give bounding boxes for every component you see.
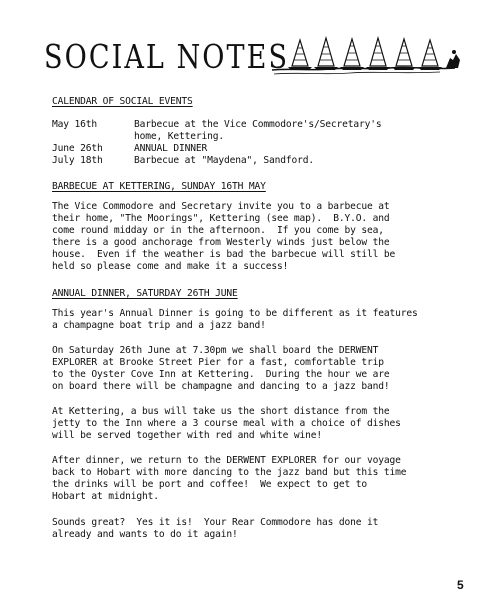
sailboats-icon [270, 30, 470, 82]
barbecue-heading: BARBECUE AT KETTERING, SUNDAY 16TH MAY [52, 181, 266, 192]
page-number: 5 [457, 578, 464, 592]
calendar-event [52, 143, 472, 155]
dinner-paragraph: After dinner, we return to the DERWENT EXPLORER for our voyage back to Hobart with more dancing to the jazz band but this time the drinks will be port and coffee! We expect to get to Hobart at midnight. [52, 455, 407, 502]
event-description: ANNUAL DINNER [134, 143, 208, 154]
dinner-paragraph: On Saturday 26th June at 7.30pm we shall board the DERWENT EXPLORER at Brooke Street Pier for a fast, comfortable trip to the Oyster Cove Inn at Kettering. During the hour we are on board there will be champagne and dancing to a jazz band! [52, 345, 390, 392]
event-date: June 26th [52, 143, 103, 154]
dinner-paragraph: This year's Annual Dinner is going to be different as it features a champagne boat trip and a jazz band! [52, 308, 418, 331]
barbecue-paragraph: The Vice Commodore and Secretary invite you to a barbecue at their home, "The Moorings", Kettering (see map). B.Y.O. and come round midday or in the afternoon. If you come by sea, there is a good anchorage from Westerly winds just below the house. Even if the weather is bad the barbecue will still be held so please come and make it a success! [52, 201, 396, 272]
event-description: Barbecue at the Vice Commodore's/Secretary's home, Kettering. [134, 119, 382, 142]
calendar-event [52, 119, 472, 143]
calendar-event [52, 155, 472, 167]
event-date: May 16th [52, 119, 98, 130]
calendar-heading: CALENDAR OF SOCIAL EVENTS [52, 96, 193, 107]
page-title: SOCIAL NOTES [44, 37, 290, 76]
event-date: July 18th [52, 155, 103, 166]
dinner-paragraph: Sounds great? Yes it is! Your Rear Commodore has done it already and wants to do it again! [52, 517, 379, 540]
event-description: Barbecue at "Maydena", Sandford. [134, 155, 315, 166]
dinner-paragraph: At Kettering, a bus will take us the short distance from the jetty to the Inn where a 3 course meal with a choice of dishes will be served together with red and white wine! [52, 406, 401, 441]
dinner-heading: ANNUAL DINNER, SATURDAY 26TH JUNE [52, 288, 238, 299]
